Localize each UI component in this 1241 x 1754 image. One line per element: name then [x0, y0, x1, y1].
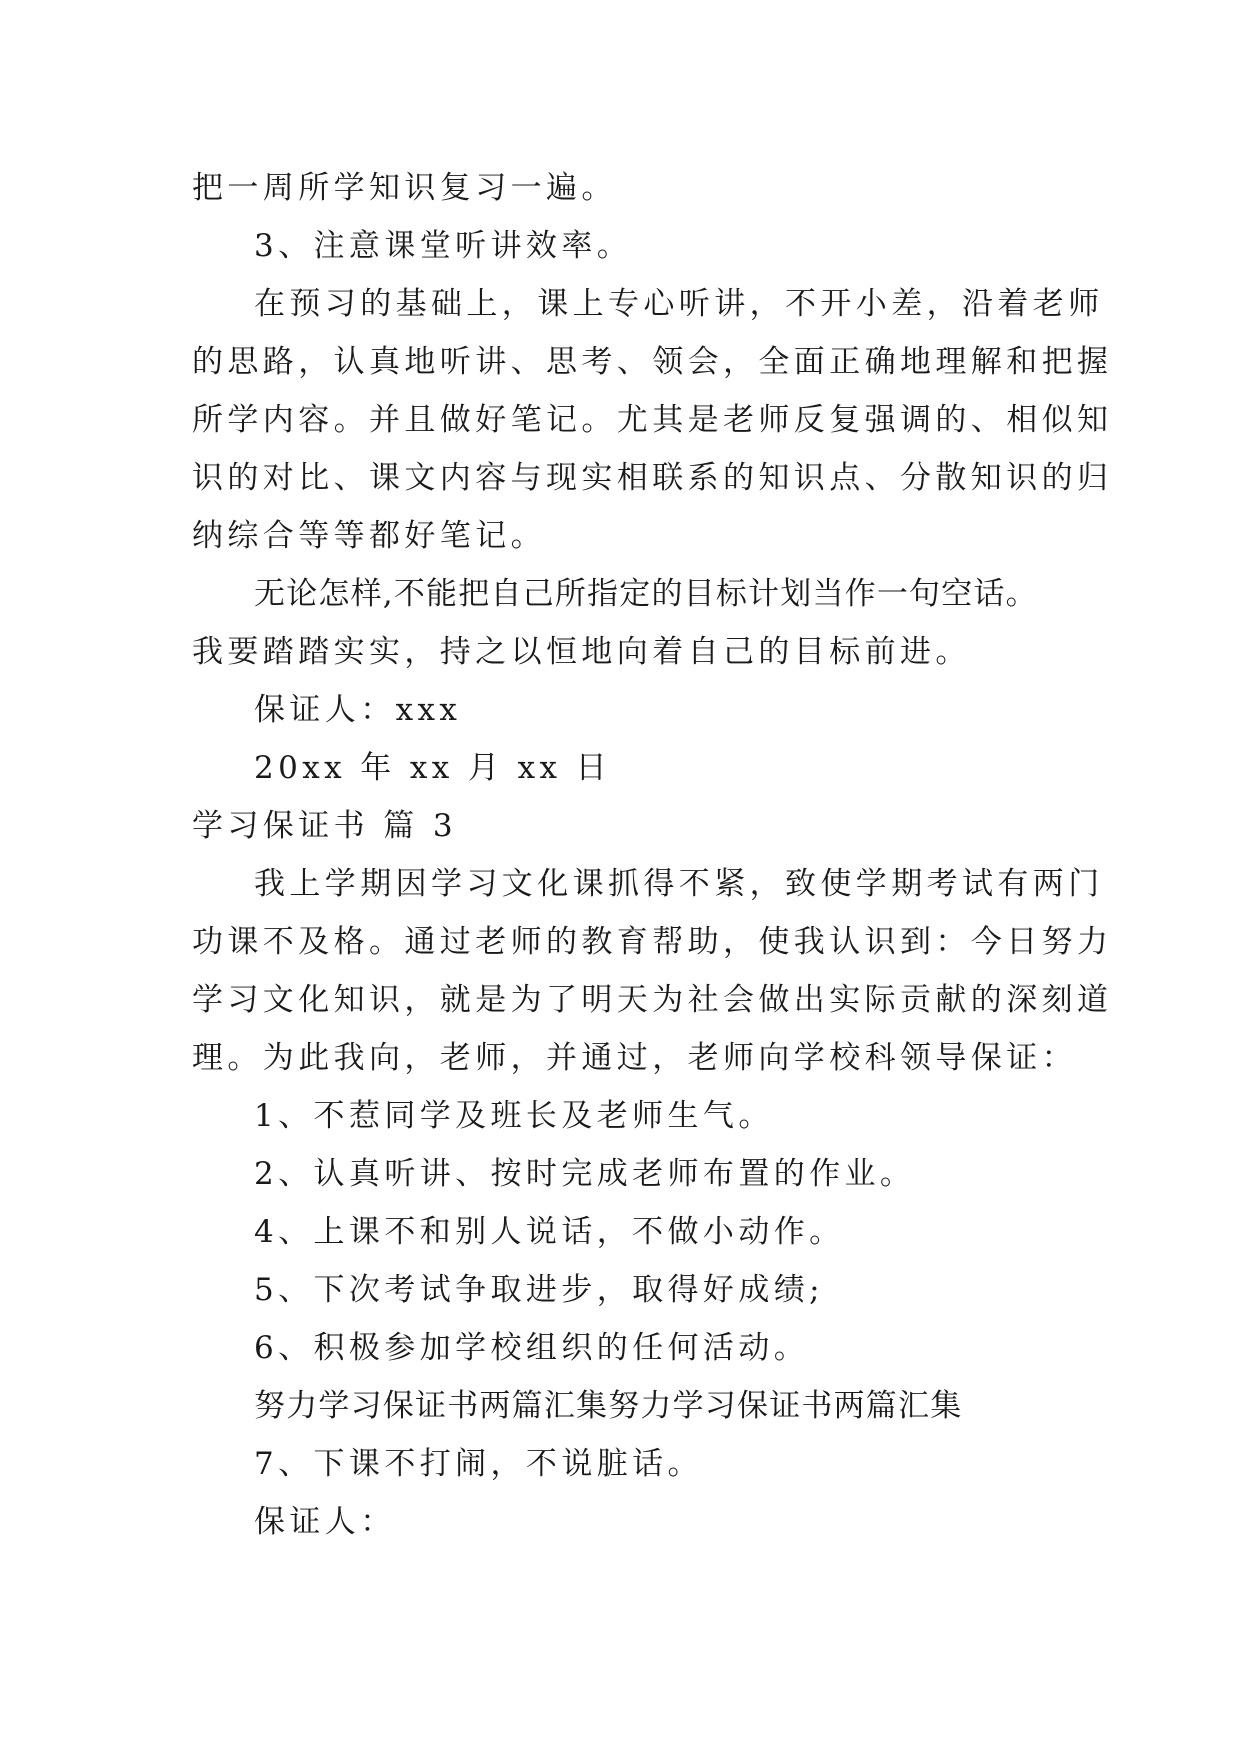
paragraph-line: 在预习的基础上，课上专心听讲，不开小差，沿着老师	[254, 286, 1104, 322]
paragraph-line: 理。为此我向，老师，并通过，老师向学校科领导保证：	[192, 1040, 1077, 1076]
paragraph-line: 我要踏踏实实，持之以恒地向着自己的目标前进。	[192, 634, 971, 670]
list-item: 7、下课不打闹，不说脏话。	[254, 1446, 703, 1482]
section-heading: 学习保证书 篇 3	[192, 808, 458, 844]
list-item: 4、上课不和别人说话，不做小动作。	[254, 1214, 845, 1250]
paragraph-line: 所学内容。并且做好笔记。尤其是老师反复强调的、相似知	[192, 402, 1113, 438]
paragraph-line: 纳综合等等都好笔记。	[192, 518, 546, 554]
list-item: 3、注意课堂听讲效率。	[254, 228, 633, 264]
paragraph-line: 识的对比、课文内容与现实相联系的知识点、分散知识的归	[192, 460, 1113, 496]
signature-line: 保证人：xxx	[254, 692, 462, 728]
date-line: 20xx 年 xx 月 xx 日	[254, 750, 612, 786]
paragraph-line: 把一周所学知识复习一遍。	[192, 170, 617, 206]
signature-line: 保证人：	[254, 1504, 396, 1540]
paragraph-line: 功课不及格。通过老师的教育帮助，使我认识到：今日努力	[192, 924, 1113, 960]
paragraph-line: 的思路，认真地听讲、思考、领会，全面正确地理解和把握	[192, 344, 1113, 380]
paragraph-line: 我上学期因学习文化课抓得不紧，致使学期考试有两门	[254, 866, 1104, 902]
list-item: 2、认真听讲、按时完成老师布置的作业。	[254, 1156, 916, 1192]
paragraph-line: 学习文化知识，就是为了明天为社会做出实际贡献的深刻道	[192, 982, 1113, 1018]
list-item: 1、不惹同学及班长及老师生气。	[254, 1098, 774, 1134]
list-item: 6、积极参加学校组织的任何活动。	[254, 1330, 810, 1366]
paragraph-line: 努力学习保证书两篇汇集努力学习保证书两篇汇集	[254, 1388, 963, 1424]
paragraph-line: 无论怎样,不能把自己所指定的目标计划当作一句空话。	[254, 576, 1038, 612]
list-item: 5、下次考试争取进步，取得好成绩;	[254, 1272, 824, 1308]
